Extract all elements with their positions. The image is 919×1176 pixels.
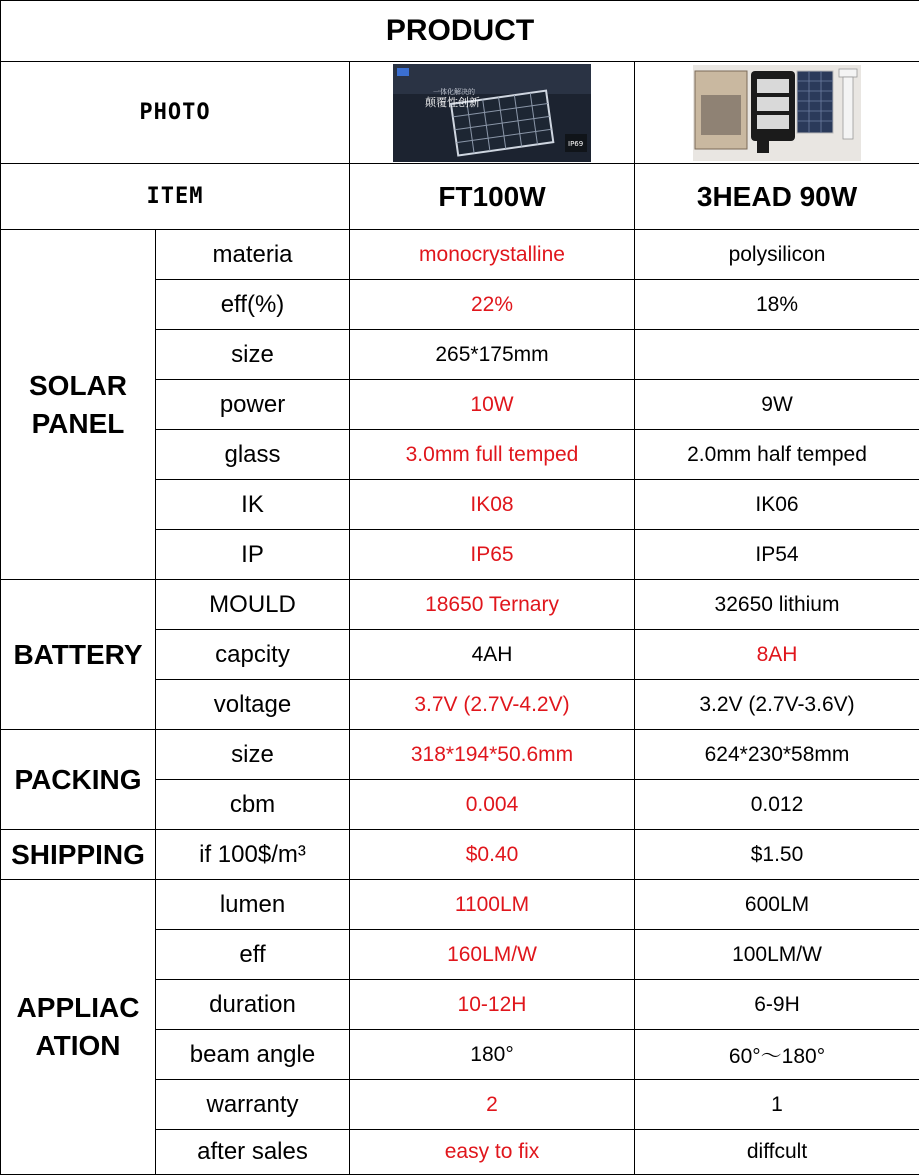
value-3head: 6-9H bbox=[635, 980, 919, 1030]
param-label: power bbox=[156, 380, 350, 430]
value-ft100w: $0.40 bbox=[350, 830, 635, 880]
value-ft100w: 22% bbox=[350, 280, 635, 330]
param-label: IK bbox=[156, 480, 350, 530]
value-3head: 2.0mm half temped bbox=[635, 430, 919, 480]
group-application-label: APPLIAC ATION bbox=[16, 992, 140, 1061]
value-3head: polysilicon bbox=[635, 230, 919, 280]
value-ft100w: 180° bbox=[350, 1030, 635, 1080]
value-3head: 32650 lithium bbox=[635, 580, 919, 630]
item-row bbox=[1, 164, 919, 230]
param-label: eff bbox=[156, 930, 350, 980]
value-3head: 60°～180° bbox=[635, 1030, 919, 1080]
value-3head: 1 bbox=[635, 1080, 919, 1130]
param-label: eff(%) bbox=[156, 280, 350, 330]
table-title: PRODUCT bbox=[1, 1, 919, 62]
photo-row bbox=[1, 62, 919, 164]
group-application bbox=[1, 880, 156, 1175]
param-label: lumen bbox=[156, 880, 350, 930]
group-shipping: SHIPPING bbox=[1, 830, 156, 880]
value-3head: 0.012 bbox=[635, 780, 919, 830]
group-solar-panel-label: SOLAR PANEL bbox=[29, 369, 127, 439]
table-row bbox=[1, 730, 919, 780]
value-3head: 8AH bbox=[635, 630, 919, 680]
value-ft100w: 10W bbox=[350, 380, 635, 430]
value-ft100w: 3.0mm full temped bbox=[350, 430, 635, 480]
param-label: IP bbox=[156, 530, 350, 580]
value-3head: IK06 bbox=[635, 480, 919, 530]
value-3head: IP54 bbox=[635, 530, 919, 580]
svg-text:IP69: IP69 bbox=[568, 139, 584, 148]
value-3head bbox=[635, 330, 919, 380]
value-ft100w: 3.7V (2.7V-4.2V) bbox=[350, 680, 635, 730]
value-ft100w: 0.004 bbox=[350, 780, 635, 830]
value-3head: $1.50 bbox=[635, 830, 919, 880]
param-label: voltage bbox=[156, 680, 350, 730]
product-photo-ft100w bbox=[350, 62, 635, 164]
street-light-photo bbox=[693, 65, 861, 161]
param-label: size bbox=[156, 730, 350, 780]
svg-text:一体化解决的: 一体化解决的 bbox=[433, 87, 475, 96]
value-3head: 600LM bbox=[635, 880, 919, 930]
value-ft100w: 265*175mm bbox=[350, 330, 635, 380]
param-label: materia bbox=[156, 230, 350, 280]
value-ft100w: 1100LM bbox=[350, 880, 635, 930]
param-label: MOULD bbox=[156, 580, 350, 630]
param-label: after sales bbox=[156, 1130, 350, 1175]
value-3head: 9W bbox=[635, 380, 919, 430]
param-label: if 100$/m³ bbox=[156, 830, 350, 880]
value-3head: 624*230*58mm bbox=[635, 730, 919, 780]
value-ft100w: 160LM/W bbox=[350, 930, 635, 980]
group-packing: PACKING bbox=[1, 730, 156, 830]
value-ft100w: 2 bbox=[350, 1080, 635, 1130]
table-row bbox=[1, 830, 919, 880]
value-ft100w: 318*194*50.6mm bbox=[350, 730, 635, 780]
param-label: cbm bbox=[156, 780, 350, 830]
table-row bbox=[1, 230, 919, 280]
value-ft100w: monocrystalline bbox=[350, 230, 635, 280]
value-3head: 3.2V (2.7V-3.6V) bbox=[635, 680, 919, 730]
item-label: ITEM bbox=[1, 164, 350, 230]
value-ft100w: IK08 bbox=[350, 480, 635, 530]
param-label: beam angle bbox=[156, 1030, 350, 1080]
param-label: warranty bbox=[156, 1080, 350, 1130]
param-label: size bbox=[156, 330, 350, 380]
param-label: glass bbox=[156, 430, 350, 480]
value-3head: diffcult bbox=[635, 1130, 919, 1175]
title-row bbox=[1, 1, 919, 62]
value-3head: 18% bbox=[635, 280, 919, 330]
table-row bbox=[1, 880, 919, 930]
model-ft100w: FT100W bbox=[350, 164, 635, 230]
param-label: capcity bbox=[156, 630, 350, 680]
param-label: duration bbox=[156, 980, 350, 1030]
value-ft100w: easy to fix bbox=[350, 1130, 635, 1175]
group-battery: BATTERY bbox=[1, 580, 156, 730]
value-3head: 100LM/W bbox=[635, 930, 919, 980]
group-solar-panel bbox=[1, 230, 156, 580]
model-3head-90w: 3HEAD 90W bbox=[635, 164, 919, 230]
photo-label: PHOTO bbox=[1, 62, 350, 164]
value-ft100w: 4AH bbox=[350, 630, 635, 680]
product-photo-3head bbox=[635, 62, 919, 164]
table-row bbox=[1, 580, 919, 630]
svg-text:颠覆性创新: 颠覆性创新 bbox=[425, 95, 480, 109]
value-ft100w: 10-12H bbox=[350, 980, 635, 1030]
solar-panel-photo bbox=[393, 64, 591, 162]
value-ft100w: IP65 bbox=[350, 530, 635, 580]
value-ft100w: 18650 Ternary bbox=[350, 580, 635, 630]
